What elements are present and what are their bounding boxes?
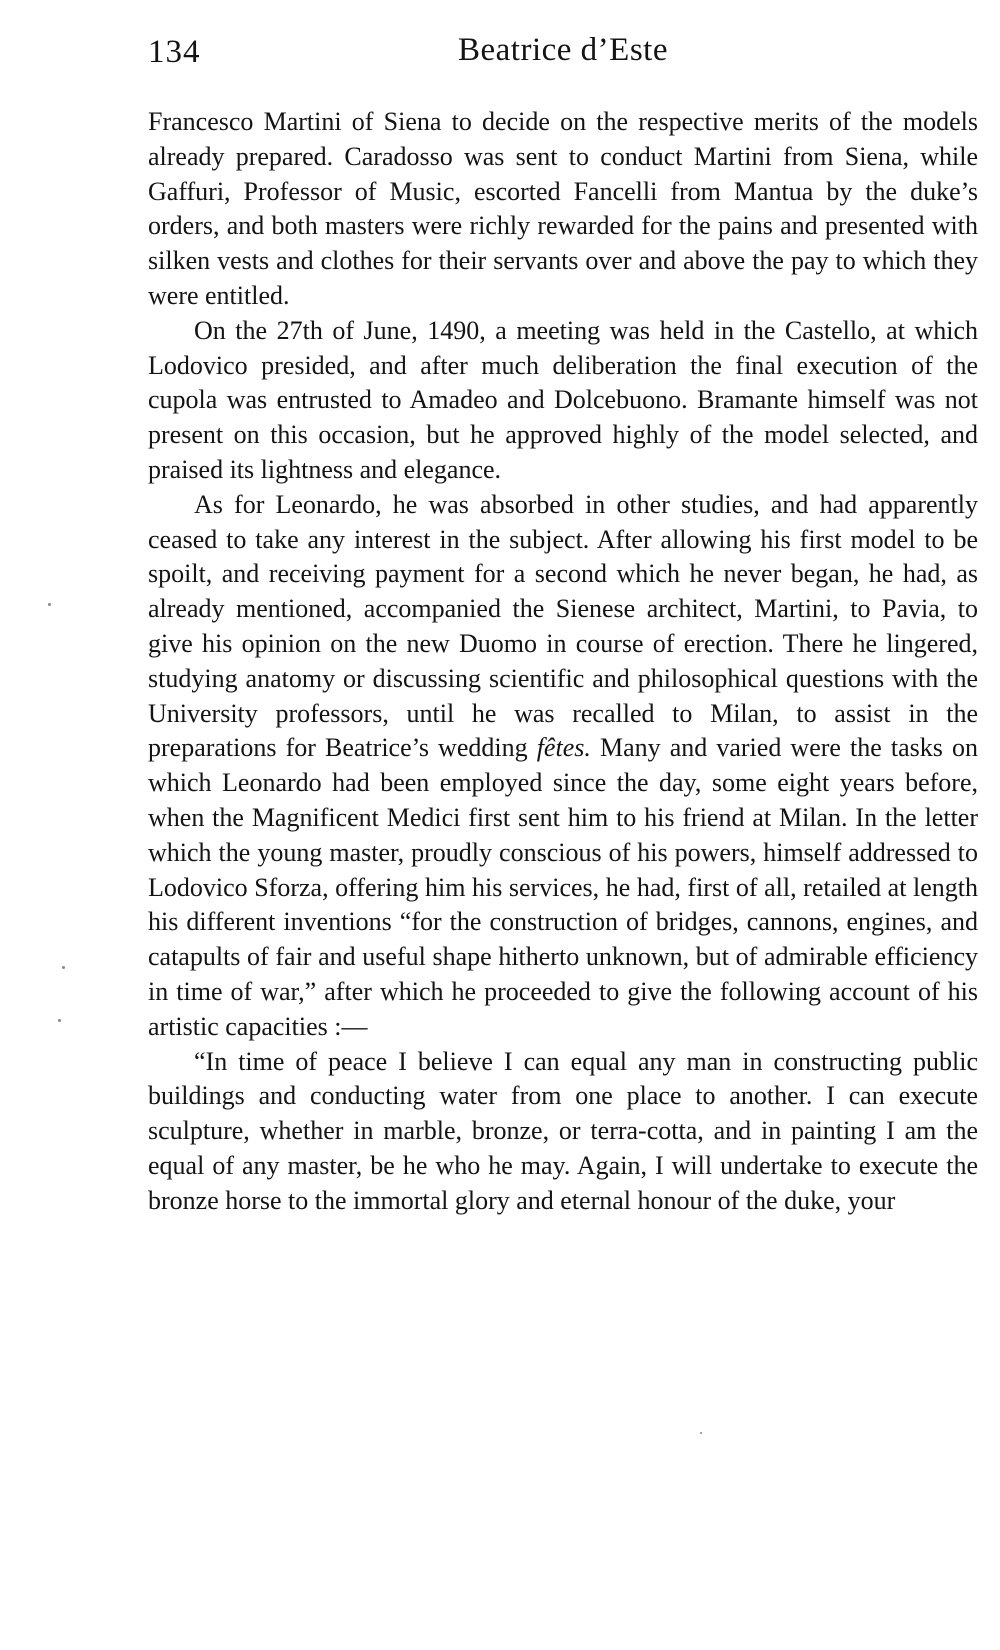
scan-speck xyxy=(48,603,51,606)
paragraph-4: “In time of peace I believe I can equal any man in constructing public buildings and conducting water from one place to another. I can execute sculpture, whether in marble, bronze, or terra-cotta, and in painting I am the equal of any master, be he who he may. Again, I will undertake to execute the bronze horse to the immortal glory and eternal honour of the duke, your xyxy=(148,1046,978,1215)
paragraph-2: On the 27th of June, 1490, a meeting was held in the Castello, at which Lodovico presided, and after much deliberation the final execution of the cupola was entrusted to Amadeo and Dolcebuono. Bramante himself was not present on this occasion, but he approved highly of the model selected, and praised its lightness and elegance. xyxy=(148,315,978,484)
scan-speck xyxy=(62,966,65,969)
paragraph-1: Francesco Martini of Siena to decide on the respective merits of the models already prepared. Caradosso was sent to conduct Martini from Siena, while Gaffuri, Professor of Music, escorted Fancelli from Mantua by the duke’s orders, and both masters were richly rewarded for the pains and presented with silken vests and clothes for their servants over and above the pay to which they were entitled. xyxy=(148,107,978,310)
paragraph-3-text-after: Many and varied were the tasks on which Leonardo had been employed since the day, some eight years before, when the Magnificent Medici first sent him to his friend at Milan. In the letter which the young master, proudly conscious of his powers, himself addressed to Lodovico Sforza, offering him his services, he had, first of all, retailed at length his different inventions “for the construction of bridges, cannons, engines, and catapults of fair and useful shape hitherto unknown, but of admirable efficiency in time of war,” after which he proceeded to give the following account of his artistic capacities :— xyxy=(148,733,978,1041)
paragraph-3-italic-fetes: fêtes. xyxy=(536,733,591,763)
page-number: 134 xyxy=(148,34,201,70)
scan-speck xyxy=(700,1432,702,1434)
running-title: Beatrice d’Este xyxy=(458,32,668,68)
paragraph-3 xyxy=(148,488,978,1045)
paragraph-3-text-before: As for Leonardo, he was absorbed in other studies, and had apparently ceased to take any interest in the subject. After allowing his first model to be spoilt, and receiving payment for a second which he never began, he had, as already mentioned, accompanied the Sienese architect, Martini, to Pavia, to give his opinion on the new Duomo in course of erection. There he lingered, studying anatomy or discussing scientific and philosophical questions with the University professors, until he was recalled to Milan, to assist in the preparations for Beatrice’s wedding xyxy=(148,489,978,763)
page-header xyxy=(148,30,978,80)
scan-speck xyxy=(58,1019,61,1022)
body-text xyxy=(148,105,978,1219)
